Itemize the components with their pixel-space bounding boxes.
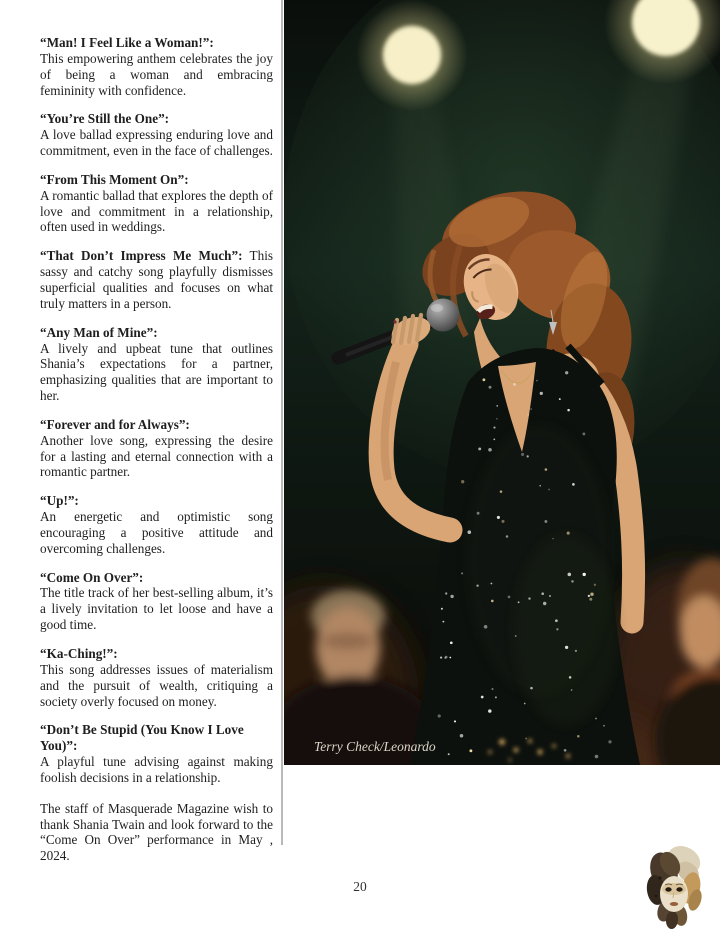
song-entry: [40, 35, 273, 98]
song-entry: [40, 248, 273, 311]
song-title: “That Don’t Impress Me Much”:: [40, 248, 243, 264]
song-paragraph: [40, 722, 273, 785]
stage-light-left: [383, 26, 441, 84]
photo-credit: Terry Check/Leonardo: [314, 739, 436, 754]
closing-paragraph: The staff of Masquerade Magazine wish to thank Shania Twain and look forward to the “Come On Over” performance in May , 2024.: [40, 800, 273, 864]
microphone-head: [427, 299, 460, 332]
song-description: An energetic and optimistic song encouraging a positive attitude and overcoming challenges.: [40, 509, 273, 556]
song-paragraph: [40, 248, 273, 311]
song-description: This sassy and catchy song playfully dismisses superficial qualities and focuses on what truly matters in a person.: [40, 248, 273, 311]
song-paragraph: [40, 325, 273, 404]
song-paragraph: [40, 417, 273, 480]
song-description: A romantic ballad that explores the depth of love and commitment in a relationship, often used in weddings.: [40, 187, 273, 235]
page-number: 20: [353, 879, 367, 894]
song-entry: [40, 722, 273, 785]
column-divider: [281, 0, 283, 845]
masquerade-mask-logo: [636, 842, 708, 931]
song-paragraph: [40, 570, 273, 633]
song-paragraph: [40, 35, 273, 98]
fingernail: [393, 320, 396, 323]
mask-eye: [676, 887, 682, 891]
song-description: This song addresses issues of materialism and the pursuit of wealth, critiquing a society overly focused on money.: [40, 661, 273, 709]
song-title: “You’re Still the One”:: [40, 111, 170, 127]
song-title: “Forever and for Always”:: [40, 416, 190, 432]
song-entry: [40, 646, 273, 709]
stage-photo: [284, 0, 720, 765]
song-title: “Don’t Be Stupid (You Know I Love You)”:: [40, 722, 244, 754]
song-entry: [40, 325, 273, 404]
song-entry: [40, 172, 273, 235]
song-paragraph: [40, 646, 273, 709]
song-entry: [40, 493, 273, 556]
song-description: Another love song, expressing the desire for a lasting and eternal connection with a romantic partner.: [40, 432, 273, 480]
song-paragraph: [40, 172, 273, 235]
song-list: [40, 35, 273, 877]
song-title: “Any Man of Mine”:: [40, 324, 158, 340]
mask-face: [660, 876, 688, 912]
mask-eye: [665, 887, 671, 891]
song-description: The title track of her best-selling album, it’s a lively invitation to let loose and have a good time.: [40, 585, 273, 633]
song-title: “From This Moment On”:: [40, 171, 189, 187]
song-title: “Man! I Feel Like a Woman!”:: [40, 35, 214, 50]
song-title: “Come On Over”:: [40, 569, 144, 585]
song-description: A lively and upbeat tune that outlines Shania’s expectations for a partner, emphasizing qualities that are important to her.: [40, 340, 273, 404]
song-description: A playful tune advising against making foolish decisions in a relationship.: [40, 754, 273, 785]
song-entry: [40, 111, 273, 159]
song-paragraph: [40, 493, 273, 556]
song-title: “Up!”:: [40, 493, 79, 509]
mask-lips: [670, 902, 678, 906]
song-title: “Ka-Ching!”:: [40, 646, 118, 661]
song-paragraph: [40, 111, 273, 159]
song-entry: [40, 570, 273, 633]
song-description: A love ballad expressing enduring love and commitment, even in the face of challenges.: [40, 127, 273, 159]
song-description: This empowering anthem celebrates the joy of being a woman and embracing femininity with confidence.: [40, 50, 273, 98]
song-entry: [40, 417, 273, 480]
